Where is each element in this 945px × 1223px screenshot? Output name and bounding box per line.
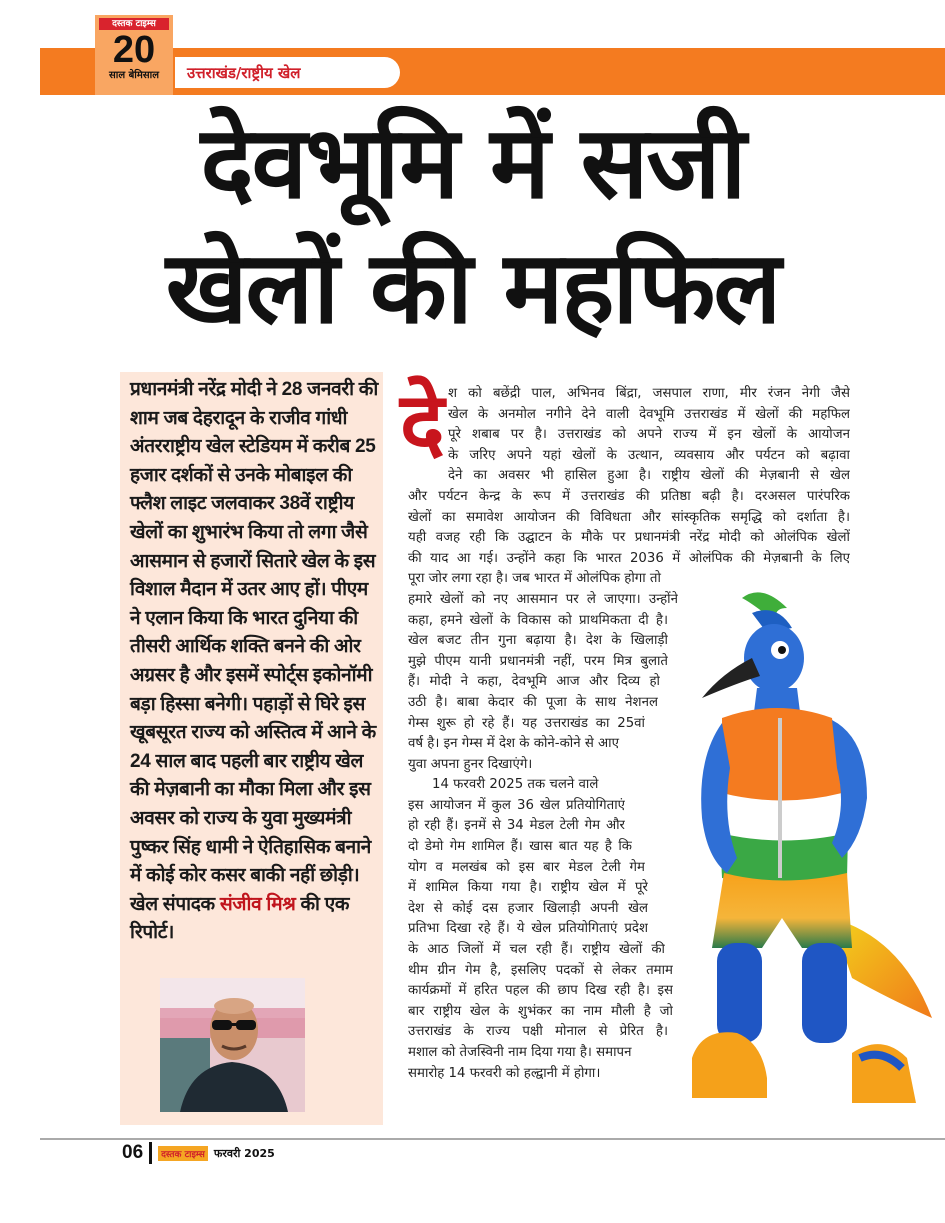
article-line: दो डेमो गेम शामिल हैं। खास बात यह है कि xyxy=(408,839,632,855)
article-line: समारोह 14 फरवरी को हल्द्वानी में होगा। xyxy=(408,1065,601,1081)
mascot-illustration xyxy=(682,588,937,1138)
author-photo xyxy=(160,978,305,1112)
article-line: के आठ जिलों में चल रही हैं। राष्ट्रीय खेलों की xyxy=(408,942,665,958)
footer-separator xyxy=(149,1142,152,1164)
logo-tagline: साल बेमिसाल xyxy=(108,70,160,81)
article-line: पूरे शबाब पर है। उत्तराखंड को अपने राज्य में इन खेलों के आयोजन xyxy=(448,427,850,443)
logo-number: 20 xyxy=(112,29,156,71)
article-line: मुझे पीएम यानी प्रधानमंत्री नहीं, परम मित्र बुलाते xyxy=(408,653,668,669)
intro-text xyxy=(130,376,378,948)
article-line: इस आयोजन में कुल 36 खेल प्रतियोगिताएं xyxy=(408,797,625,813)
article-line: खेल बजट तीन गुना बढ़ाया है। देश के खिलाड़ी xyxy=(408,633,668,649)
section-label xyxy=(175,57,400,88)
page-number: 06 xyxy=(122,1142,144,1163)
article-line: योग व मलखंब को इस बार मेडल टेली गेम xyxy=(408,859,645,875)
magazine-anniversary-logo xyxy=(95,15,173,95)
title-line-1: देवभूमि में सजी xyxy=(200,104,745,221)
intro-text-body: प्रधानमंत्री नरेंद्र मोदी ने 28 जनवरी की शाम जब देहरादून के राजीव गांधी अंतरराष्ट्रीय खेल स्टेडियम में करीब 25 हजार दर्शकों से उनके मोबाइल की फ्लैश लाइट जलवाकर 38वें राष्ट्रीय खेलों का शुभारंभ किया तो लगा जैसे आसमान से हजारों सितारे खेल के इस विशाल मैदान में उतर आए हों। पीएम ने एलान किया कि भारत दुनिया की तीसरी आर्थिक शक्ति बनने की ओर अग्रसर है और इसमें स्पोर्ट्स इकोनॉमी बड़ा हिस्सा बनेगी। पहाड़ों से घिरे इस खूबसूरत राज्य को अस्तित्व में आने के 24 साल बाद पहली बार राष्ट्रीय खेल की मेज़बानी का मौका मिला और इस अवसर को राज्य के युवा मुख्यमंत्री पुष्कर सिंह धामी ने ऐतिहासिक बनाने में कोई कोर कसर बाकी नहीं छोड़ी। खेल संपादक xyxy=(130,379,378,915)
article-line: गेम्स शुरू हो रहे हैं। यह उत्तराखंड का 25वां xyxy=(408,715,645,731)
issue-date: फरवरी 2025 xyxy=(213,1146,275,1160)
article-line: हैं। मोदी ने कहा, देवभूमि आज और दिव्य हो xyxy=(408,674,660,690)
article-line: में शामिल किया गया है। राष्ट्रीय खेल में पूरे xyxy=(408,880,648,896)
article-line: हो रही हैं। इनमें से 34 मेडल टेली गेम और xyxy=(408,818,625,834)
footer-brand: दस्तक टाइम्स xyxy=(158,1146,208,1161)
logo-brand: दस्तक टाइम्स xyxy=(99,18,169,30)
article-line: युवा अपना हुनर दिखाएंगे। xyxy=(408,756,533,772)
article-line: यही वजह रही कि उद्घाटन के मौके पर प्रधानमंत्री नरेंद्र मोदी को ओलंपिक खेलों xyxy=(408,530,850,546)
article-line: खेलों का समावेश आयोजन की विविधता और सांस्कृतिक समृद्धि को दर्शाता है। xyxy=(408,509,850,525)
article-line: 14 फरवरी 2025 तक चलने वाले xyxy=(432,777,599,793)
author-name: संजीव मिश्र xyxy=(219,893,296,915)
article-line: के जरिए अपने यहां खेलों के उत्थान, व्यवसाय और पर्यटन को बढ़ावा xyxy=(448,447,850,463)
article-line: देश से कोई दस हजार खिलाड़ी अपनी खेल xyxy=(408,900,648,916)
intro-box xyxy=(120,372,383,1125)
article-line: कहा, हमने खेलों के विकास को प्राथमिकता दी है। xyxy=(408,612,668,628)
intro-text-end: की एक रिपोर्ट। xyxy=(130,893,350,944)
article-line: पूरा जोर लगा रहा है। जब भारत में ओलंपिक होगा तो xyxy=(408,571,661,587)
section-label-text: उत्तराखंड/राष्ट्रीय खेल xyxy=(187,64,301,82)
article-line: बार राष्ट्रीय खेल के शुभंकर का नाम मौली है जो xyxy=(408,1003,673,1019)
title-line-2: खेलों की महफिल xyxy=(165,229,780,346)
article-line: उत्तराखंड के राज्य पक्षी मोनाल से प्रेरित है। xyxy=(408,1024,668,1040)
article-line: खेल के अनमोल नगीने देने वाली देवभूमि उत्तराखंड में खेलों की महफिल xyxy=(448,406,850,422)
page-title xyxy=(0,100,945,350)
article-line: थीम ग्रीन गेम है, इसलिए पदकों से लेकर तमाम xyxy=(408,962,673,978)
page-footer xyxy=(122,1142,275,1164)
article-line: वर्ष है। इन गेम्स में देश के कोने-कोने से आए xyxy=(408,736,619,752)
article-line: मशाल को तेजस्विनी नाम दिया गया है। समापन xyxy=(408,1045,632,1060)
article-line: हमारे खेलों को नए आसमान पर ले जाएगा। उन्होंने xyxy=(408,591,678,607)
article-line: श को बछेंद्री पाल, अभिनव बिंद्रा, जसपाल राणा, मीर रंजन नेगी जैसे xyxy=(448,386,850,401)
article-line: कार्यक्रमों में हरित पहल की छाप दिख रही है। इस xyxy=(408,983,673,999)
article-line: और पर्यटन केन्द्र के रूप में उत्तराखंड की प्रतिष्ठा बढ़ी है। दरअसल पारंपरिक xyxy=(408,488,850,504)
article-line: की याद आ गई। उन्होंने कहा कि भारत 2036 में ओलंपिक की मेज़बानी के लिए xyxy=(408,550,850,566)
article-line: प्रतिभा दिखा रहे हैं। ये खेल प्रतियोगिताएं प्रदेश xyxy=(408,921,648,937)
article-line: देने का अवसर भी हासिल हुआ है। राष्ट्रीय खेलों की मेज़बानी से खेल xyxy=(448,468,850,484)
footer-divider xyxy=(40,1138,945,1140)
drop-cap: दे xyxy=(400,374,445,472)
article-line: उठी है। बाबा केदार की पूजा के साथ नेशनल xyxy=(408,694,658,710)
